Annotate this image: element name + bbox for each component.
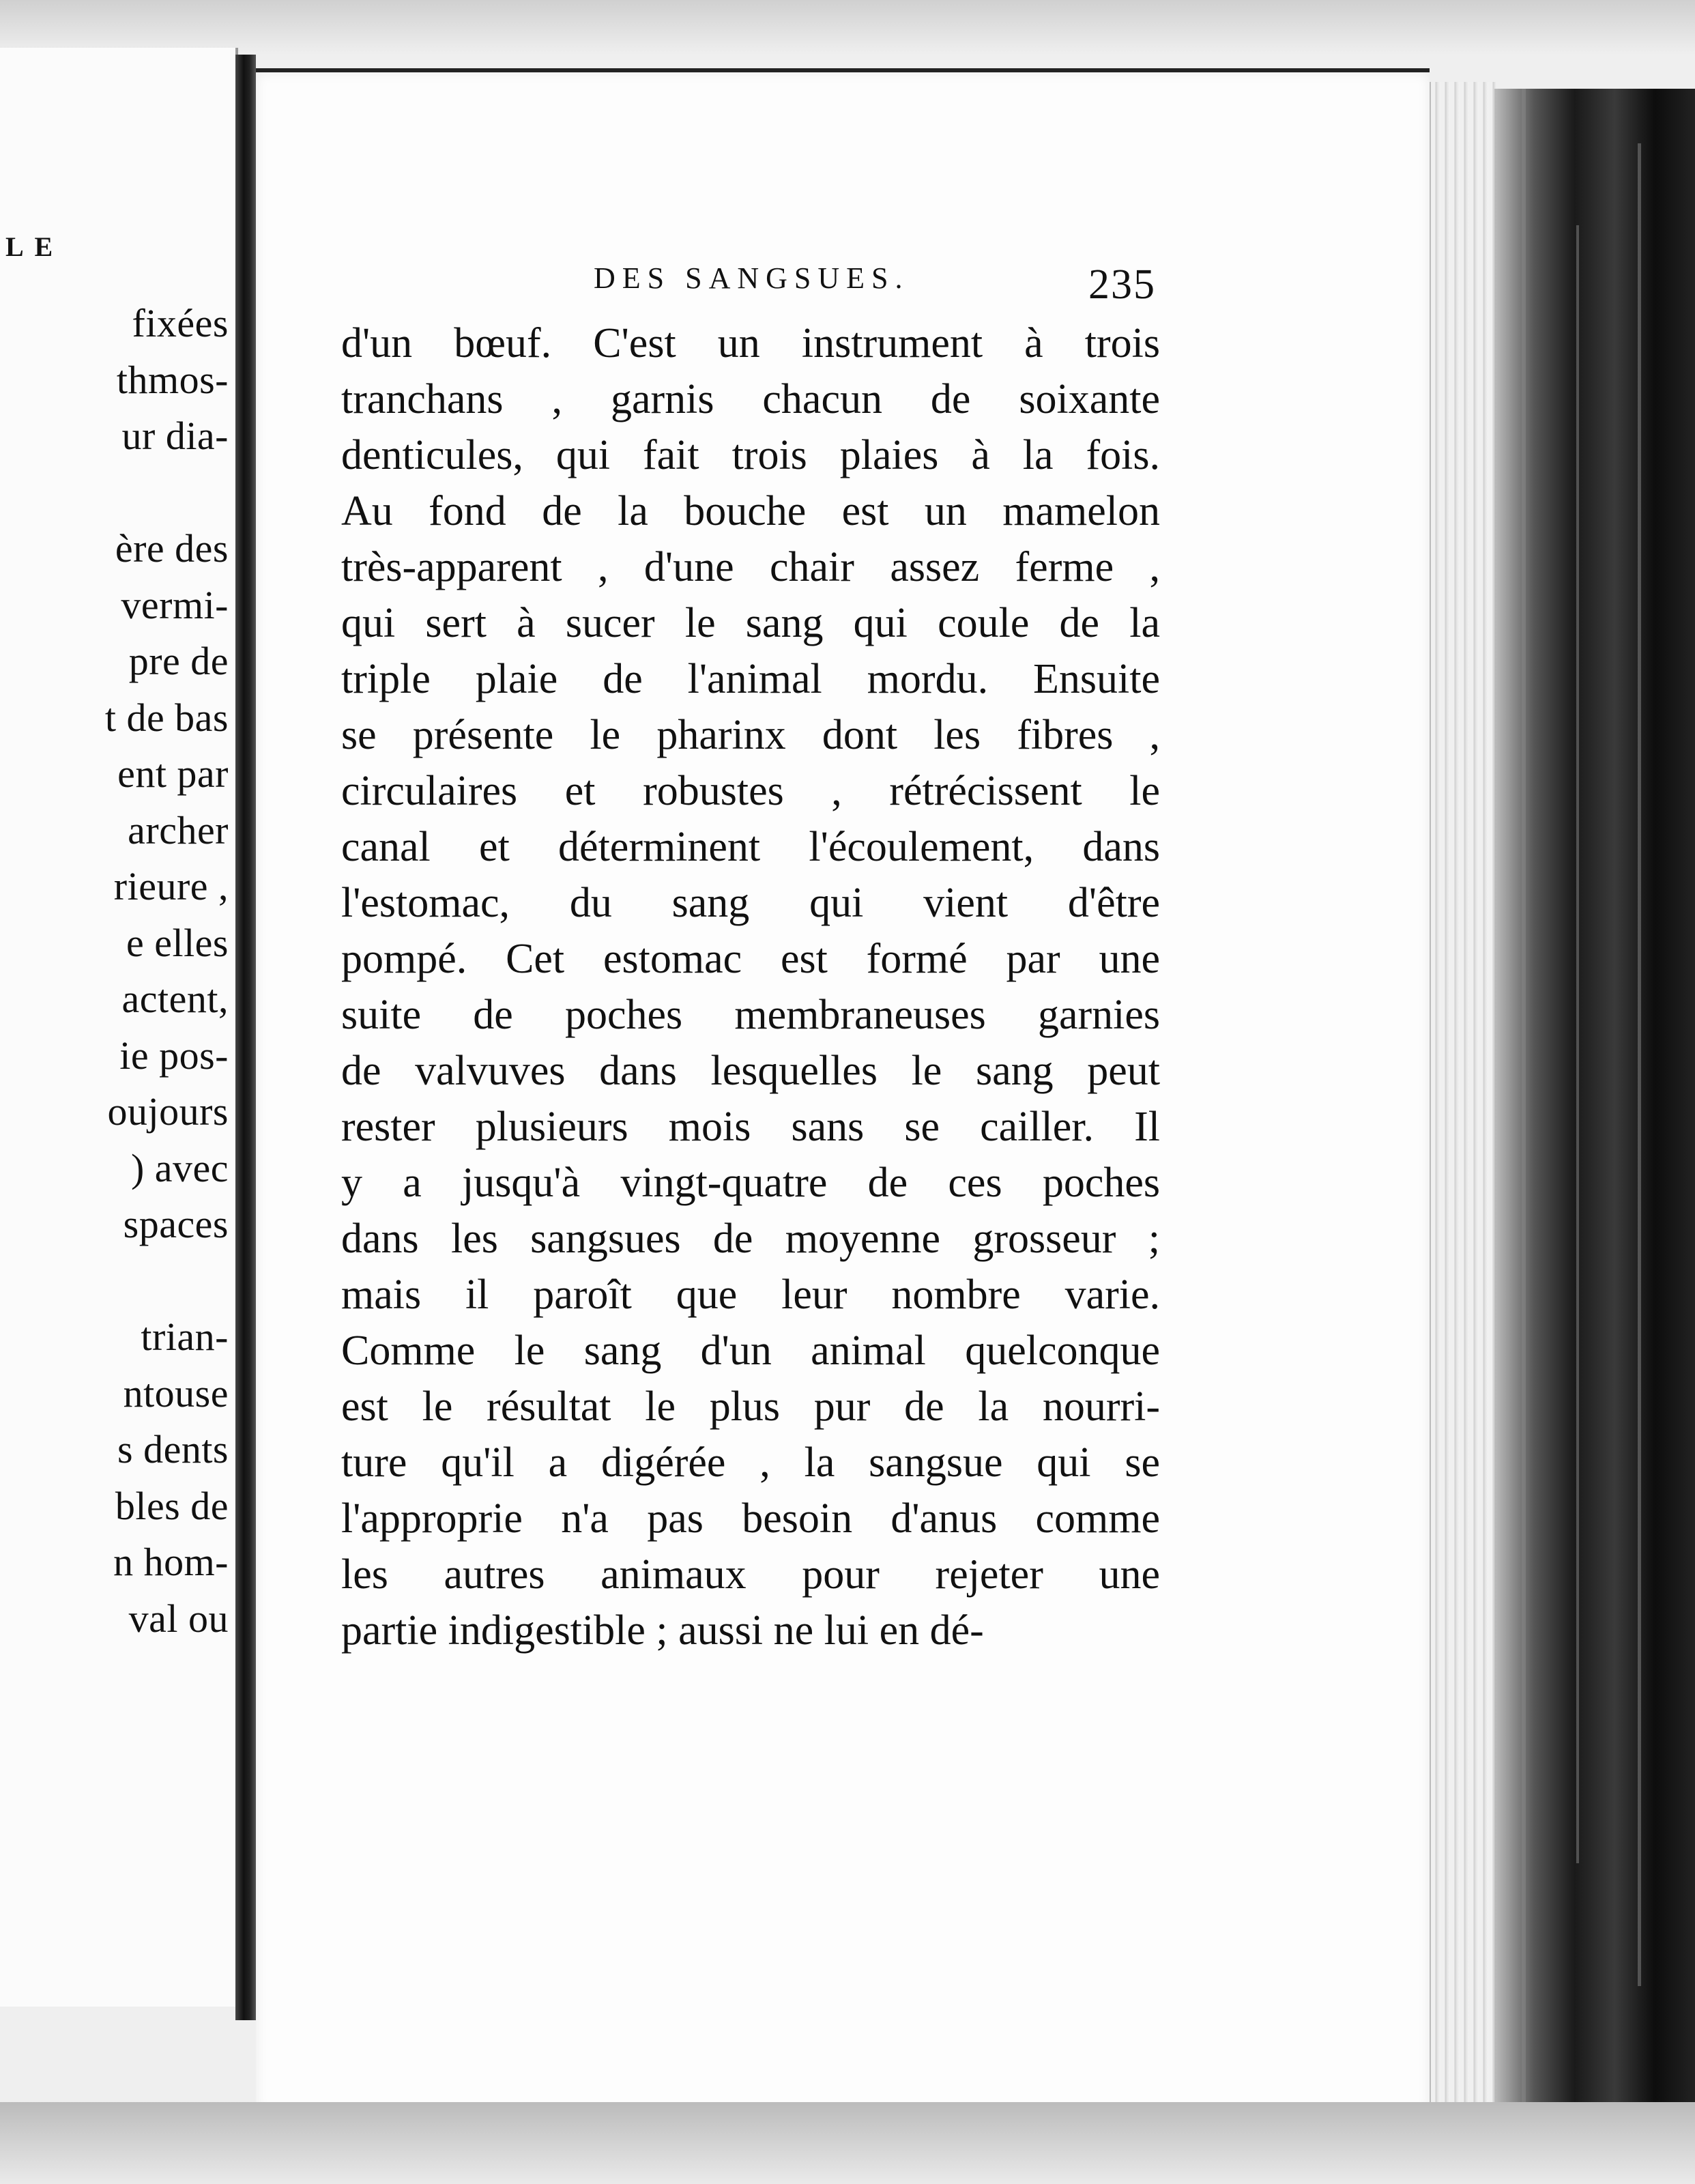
left-page-line: oujours [107,1089,229,1134]
text-line: ture qu'il a digérée , la sangsue qui se [341,1439,1160,1486]
text-line: de valvuves dans lesquelles le sang peut [341,1048,1160,1094]
page-body-text [341,315,1160,1658]
page-edges [1430,82,1496,2102]
left-page-line: ntouse [123,1370,229,1416]
text-line: est le résultat le plus pur de la nourri- [341,1383,1160,1430]
text-line: l'estomac, du sang qui vient d'être [341,880,1160,926]
text-line: circulaires et robustes , rétrécissent le [341,768,1160,814]
left-page-line: s dents [117,1427,229,1471]
left-page-line: actent, [121,977,229,1021]
left-running-head-fragment: L E [5,231,56,262]
left-page-line: fixées [132,301,229,345]
left-page-line: thmos- [116,357,229,402]
left-page-line: vermi- [121,582,229,627]
left-page-line: ère des [115,526,229,571]
running-head: DES SANGSUES. [594,261,910,295]
text-line: partie indigestible ; aussi ne lui en dé- [341,1607,984,1654]
text-line: triple plaie de l'animal mordu. Ensuite [341,656,1160,702]
text-line: dans les sangsues de moyenne grosseur ; [341,1216,1160,1262]
left-page-line: ) avec [130,1145,229,1190]
left-page-line: rieure , [113,864,229,908]
left-page-line: ent par [117,751,229,796]
text-line: d'un bœuf. C'est un instrument à trois [341,320,1160,367]
text-line: rester plusieurs mois sans se cailler. Il [341,1104,1160,1150]
page-number: 235 [1088,261,1156,308]
left-page-line: ie pos- [119,1033,229,1078]
text-line: qui sert à sucer le sang qui coule de la [341,600,1160,646]
left-page-line: archer [128,807,229,852]
text-line: y a jusqu'à vingt-quatre de ces poches [341,1160,1160,1206]
left-page-line: val ou [128,1596,229,1641]
text-line: les autres animaux pour rejeter une [341,1551,1160,1598]
text-line: mais il paroît que leur nombre varie. [341,1271,1160,1318]
text-line: très-apparent , d'une chair assez ferme , [341,544,1160,590]
text-line: pompé. Cet estomac est formé par une [341,936,1160,982]
scan-top-shadow [0,0,1695,55]
text-line: suite de poches membraneuses garnies [341,992,1160,1038]
left-page-line: ur dia- [121,414,229,458]
text-line: se présente le pharinx dont les fibres , [341,712,1160,758]
left-page-line: bles de [115,1483,229,1528]
left-page-line: e elles [126,920,229,965]
left-page [0,48,238,2007]
text-line: canal et déterminent l'écoulement, dans [341,824,1160,870]
book-binding [1494,89,1695,2129]
text-line: Au fond de la bouche est un mamelon [341,488,1160,534]
left-page-line: n hom- [113,1540,229,1584]
text-line: l'approprie n'a pas besoin d'anus comme [341,1495,1160,1542]
book-gutter [235,55,256,2020]
text-line: denticules, qui fait trois plaies à la fois. [341,432,1160,478]
text-line: Comme le sang d'un animal quelconque [341,1327,1160,1374]
scan-bottom-shadow [0,2102,1695,2184]
left-page-line: pre de [128,639,229,683]
left-page-line: t de bas [104,695,229,740]
left-page-line: trian- [141,1314,229,1359]
text-line: tranchans , garnis chacun de soixante [341,376,1160,422]
left-page-line: spaces [123,1202,229,1246]
